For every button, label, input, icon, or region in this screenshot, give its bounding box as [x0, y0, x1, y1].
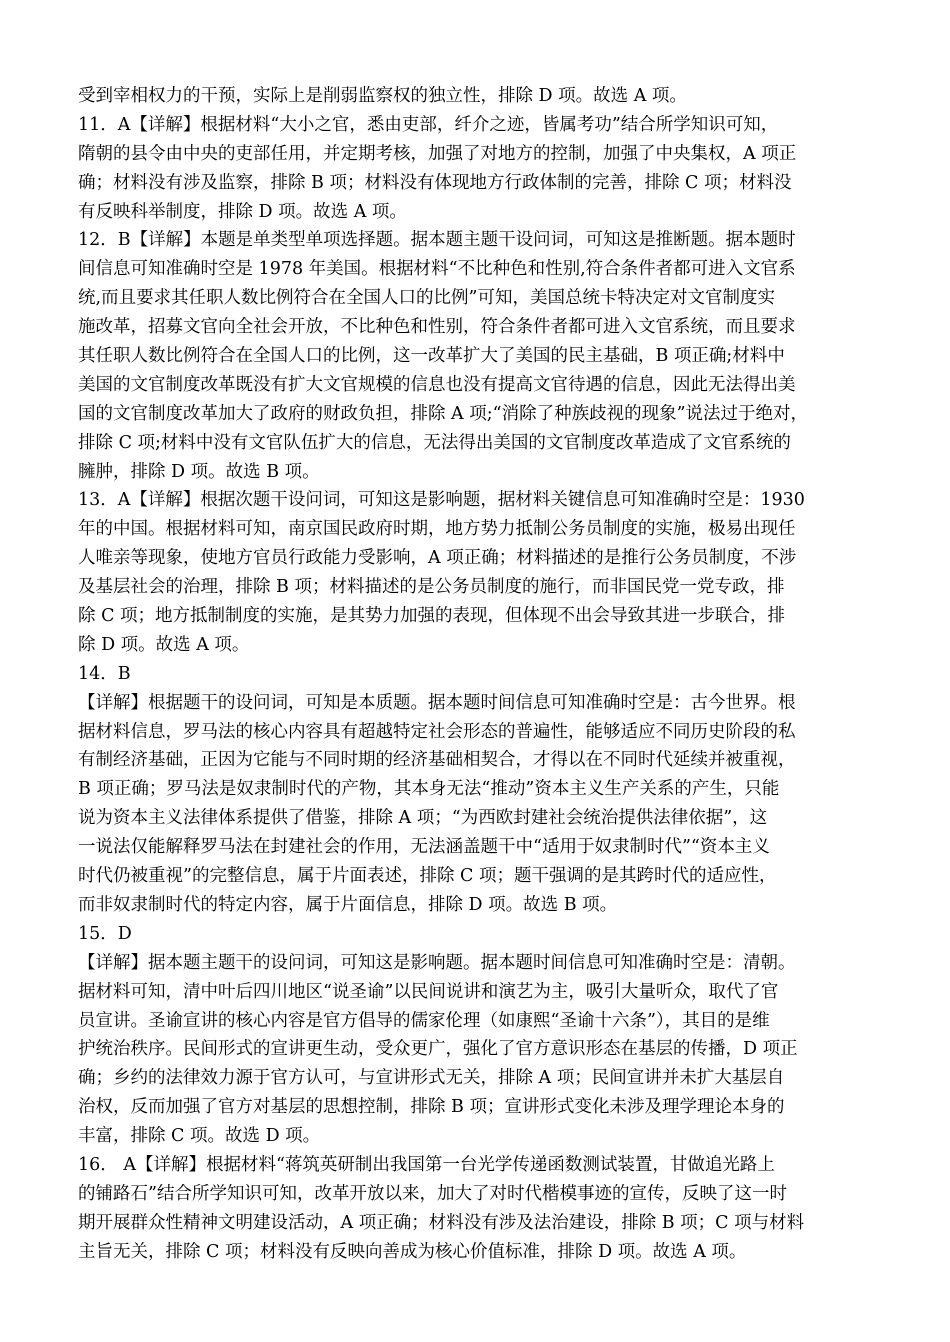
- text-line: 间信息可知准确时空是 1978 年美国。根据材料“不比种色和性别,符合条件者都可进入文官系: [78, 259, 796, 280]
- text-line: 及基层社会的治理，排除 B 项；材料描述的是公务员制度的施行，而非国民党一党专政，排: [78, 577, 785, 598]
- text-line: 确；材料没有涉及监察，排除 B 项；材料没有体现地方行政体制的完善，排除 C 项；材料没: [78, 172, 792, 193]
- text-line: 而非奴隶制时代的特定内容，属于片面信息，排除 D 项。故选 B 项。: [78, 894, 618, 915]
- text-line: 治权，反而加强了官方对基层的思想控制，排除 B 项；宣讲形式变化未涉及理学理论本身的: [78, 1097, 785, 1118]
- text-line: 主旨无关，排除 C 项；材料没有反映向善成为核心价值标准，排除 D 项。故选 A 项。: [78, 1241, 747, 1262]
- text-line: 据材料信息，罗马法的核心内容具有超越特定社会形态的普遍性，能够适应不同历史阶段的私: [78, 721, 796, 742]
- text-line: 隋朝的县令由中央的吏部任用，并定期考核，加强了对地方的控制，加强了中央集权，A 项正: [78, 143, 797, 164]
- text-line: 期开展群众性精神文明建设活动，A 项正确；材料没有涉及法治建设，排除 B 项；C 项与材料: [78, 1212, 805, 1233]
- text-line: 有反映科举制度，排除 D 项。故选 A 项。: [78, 201, 407, 222]
- text-line: 护统治秩序。民间形式的宣讲更生动，受众更广，强化了官方意识形态在基层的传播，D 项正: [78, 1039, 798, 1060]
- text-line: 除 D 项。故选 A 项。: [78, 634, 250, 655]
- text-line: 排除 C 项;材料中没有文官队伍扩大的信息，无法得出美国的文官制度改革造成了文官系统的: [78, 432, 791, 453]
- text-line: 美国的文官制度改革既没有扩大文官规模的信息也没有提高文官待遇的信息，因此无法得出美: [78, 374, 796, 395]
- text-line: 施改革，招募文官向全社会开放，不比种色和性别，符合条件者都可进入文官系统，而且要求: [78, 317, 796, 338]
- text-line: 时代仍被重视”的完整信息，属于片面表述，排除 C 项；题干强调的是其跨时代的适应性，: [78, 866, 777, 887]
- text-line: 统,而且要求其任职人数比例符合在全国人口的比例”可知，美国总统卡特决定对文官制度实: [78, 288, 776, 309]
- text-line: 其任职人数比例符合在全国人口的比例，这一改革扩大了美国的民主基础，B 项正确;材料中: [78, 346, 785, 367]
- text-line: 一说法仅能解释罗马法在封建社会的作用，无法涵盖题干中“适用于奴隶制时代”“资本主义: [78, 837, 770, 858]
- text-line: 员宣讲。圣谕宣讲的核心内容是官方倡导的儒家伦理（如康熙“圣谕十六条”），其目的是维: [78, 1010, 770, 1031]
- text-line: 14．B: [78, 663, 131, 684]
- text-line: 【详解】根据题干的设问词，可知是本质题。据本题时间信息可知准确时空是：古今世界。根: [78, 692, 796, 713]
- text-line: 年的中国。根据材料可知，南京国民政府时期，地方势力抵制公务员制度的实施，极易出现任: [78, 519, 796, 540]
- text-line: 国的文官制度改革加大了政府的财政负担，排除 A 项;“消除了种族歧视的现象”说法过于绝对，: [78, 403, 809, 424]
- text-line: 据材料可知，清中叶后四川地区“说圣谕”以民间说讲和演艺为主，吸引大量听众，取代了官: [78, 981, 779, 1002]
- text-line: 的铺路石”结合所学知识可知，改革开放以来，加大了对时代楷模事迹的宣传，反映了这一时: [78, 1183, 787, 1204]
- text-line: 16． A【详解】根据材料“蒋筑英研制出我国第一台光学传递函数测试装置，甘做追光路上: [78, 1154, 775, 1175]
- text-line: 12．B【详解】本题是单类型单项选择题。据本题主题干设问词，可知这是推断题。据本题时: [78, 230, 796, 251]
- text-line: 有制经济基础，正因为它能与不同时期的经济基础相契合，才得以在不同时代延续并被重视，: [78, 750, 796, 771]
- text-line: 丰富，排除 C 项。故选 D 项。: [78, 1126, 321, 1147]
- text-line: 臃肿，排除 D 项。故选 B 项。: [78, 461, 320, 482]
- text-line: 人唯亲等现象，使地方官员行政能力受影响，A 项正确；材料描述的是推行公务员制度，不涉: [78, 548, 797, 569]
- text-line: 确；乡约的法律效力源于官方认可，与宣讲形式无关，排除 A 项；民间宣讲并未扩大基层自: [78, 1068, 785, 1089]
- text-line: B 项正确；罗马法是奴隶制时代的产物，其本身无法“推动”资本主义生产关系的产生，只能: [78, 779, 780, 800]
- text-line: 说为资本主义法律体系提供了借鉴，排除 A 项；“为西欧封建社会统治提供法律依据”，这: [78, 808, 768, 829]
- text-line: 受到宰相权力的干预，实际上是削弱监察权的独立性，排除 D 项。故选 A 项。: [78, 86, 687, 106]
- text-line: 【详解】据本题主题干的设问词，可知这是影响题。据本题时间信息可知准确时空是：清朝。: [78, 952, 796, 973]
- text-line: 15．D: [78, 923, 132, 944]
- text-line: 11．A【详解】根据材料“大小之官，悉由吏部，纤介之迹，皆属考功”结合所学知识可知，: [78, 114, 779, 135]
- document-body: [78, 82, 878, 1267]
- text-line: 13．A【详解】根据次题干设问词，可知这是影响题，据材料关键信息可知准确时空是：1930: [78, 490, 805, 511]
- text-line: 除 C 项；地方抵制制度的实施，是其势力加强的表现，但体现不出会导致其进一步联合，排: [78, 606, 786, 627]
